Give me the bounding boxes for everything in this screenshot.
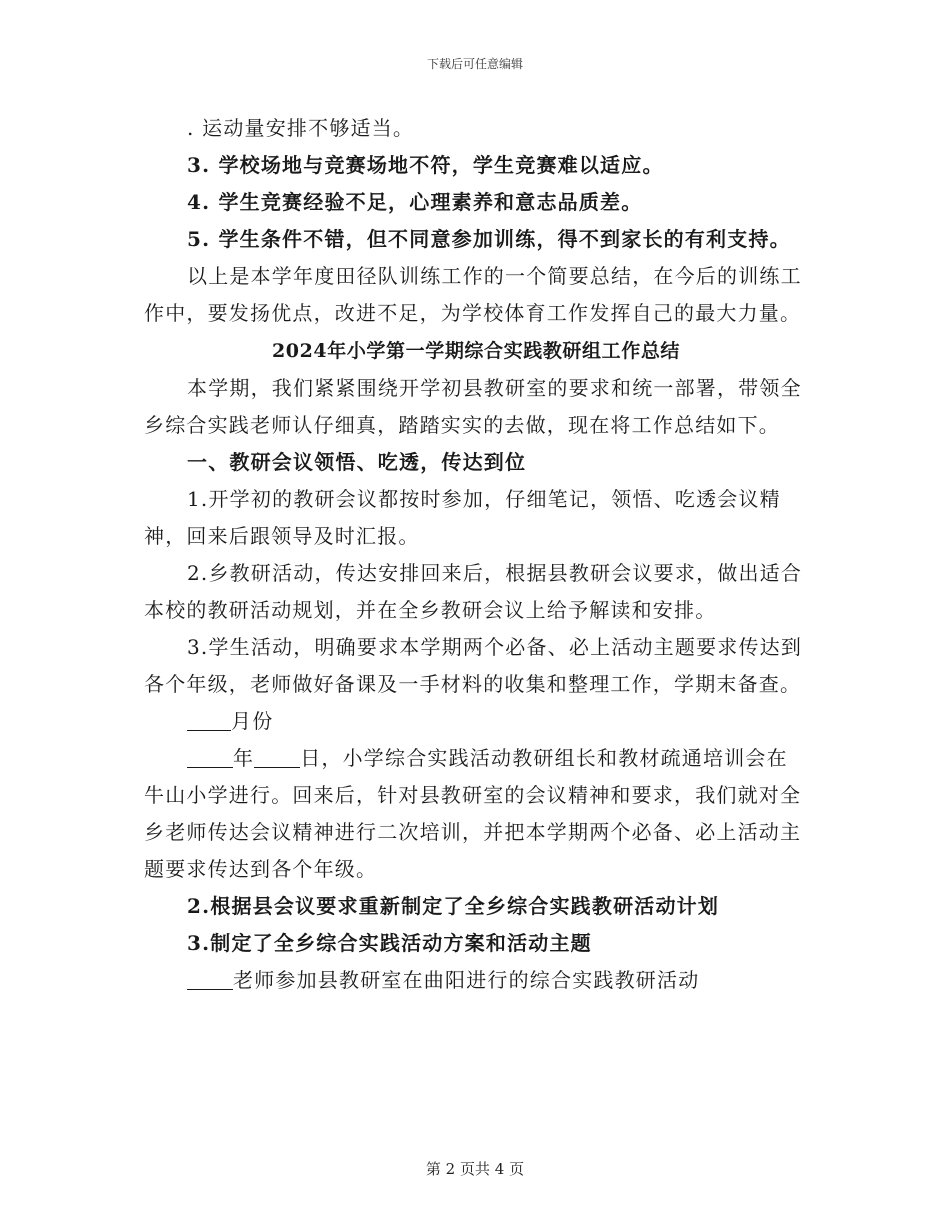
paragraph-1: 1.开学初的教研会议都按时参加，仔细笔记，领悟、吃透会议精神，回来后跟领导及时汇报。 [144,487,781,548]
paragraph-3: 3.学生活动，明确要求本学期两个必备、必上活动主题要求传达到各个年级，老师做好备课及一手材料的收集和整理工作，学期末备查。 [144,635,803,696]
bold-item-3: 3.制定了全乡综合实践活动方案和活动主题 [187,931,592,955]
blank-teacher [187,969,233,990]
document-body [144,110,808,999]
date-paragraph [144,740,808,888]
section-title: 2024年小学第一学期综合实践教研组工作总结 [271,340,681,362]
list-item-0: . 运动量安排不够适当。 [187,116,415,140]
summary-paragraph: 以上是本学年度田径队训练工作的一个简要总结，在今后的训练工作中，要发扬优点，改进不足，为学校体育工作发挥自己的最大力量。 [144,264,802,325]
paragraph-2: 2.乡教研活动，传达安排回来后，根据县教研会议要求，做出适合本校的教研活动规划，并在全乡教研会议上给予解读和安排。 [144,561,803,622]
blank-month [187,710,231,731]
list-item-3: 3. 学校场地与竞赛场地不符，学生竞赛难以适应。 [187,153,664,177]
month-label: 月份 [231,709,274,733]
last-line [144,962,808,999]
heading-1: 一、教研会议领悟、吃透，传达到位 [187,450,527,474]
bold-item-2: 2.根据县会议要求重新制定了全乡综合实践教研活动计划 [187,894,720,918]
page-footer: 第 2 页共 4 页 [425,1160,525,1178]
list-item-5: 5. 学生条件不错，但不同意参加训练，得不到家长的有利支持。 [187,227,791,251]
page-header: 下载后可任意编辑 [426,57,523,71]
blank-year [187,747,233,768]
date-rest: 日，小学综合实践活动教研组长和教材疏通培训会在牛山小学进行。回来后，针对县教研室的会议精神和要求，我们就对全乡老师传达会议精神进行二次培训，并把本学期两个必备、必上活动主题要求传达到各个年级。 [144,746,802,881]
intro-paragraph: 本学期，我们紧紧围绕开学初县教研室的要求和统一部署，带领全乡综合实践老师认仔细真，踏踏实实的去做，现在将工作总结如下。 [144,376,802,437]
blank-day [254,747,300,768]
month-line [144,703,808,740]
date-year-label: 年 [233,746,255,770]
list-item-4: 4. 学生竞赛经验不足，心理素养和意志品质差。 [187,190,643,214]
last-line-text: 老师参加县教研室在曲阳进行的综合实践教研活动 [233,968,700,992]
